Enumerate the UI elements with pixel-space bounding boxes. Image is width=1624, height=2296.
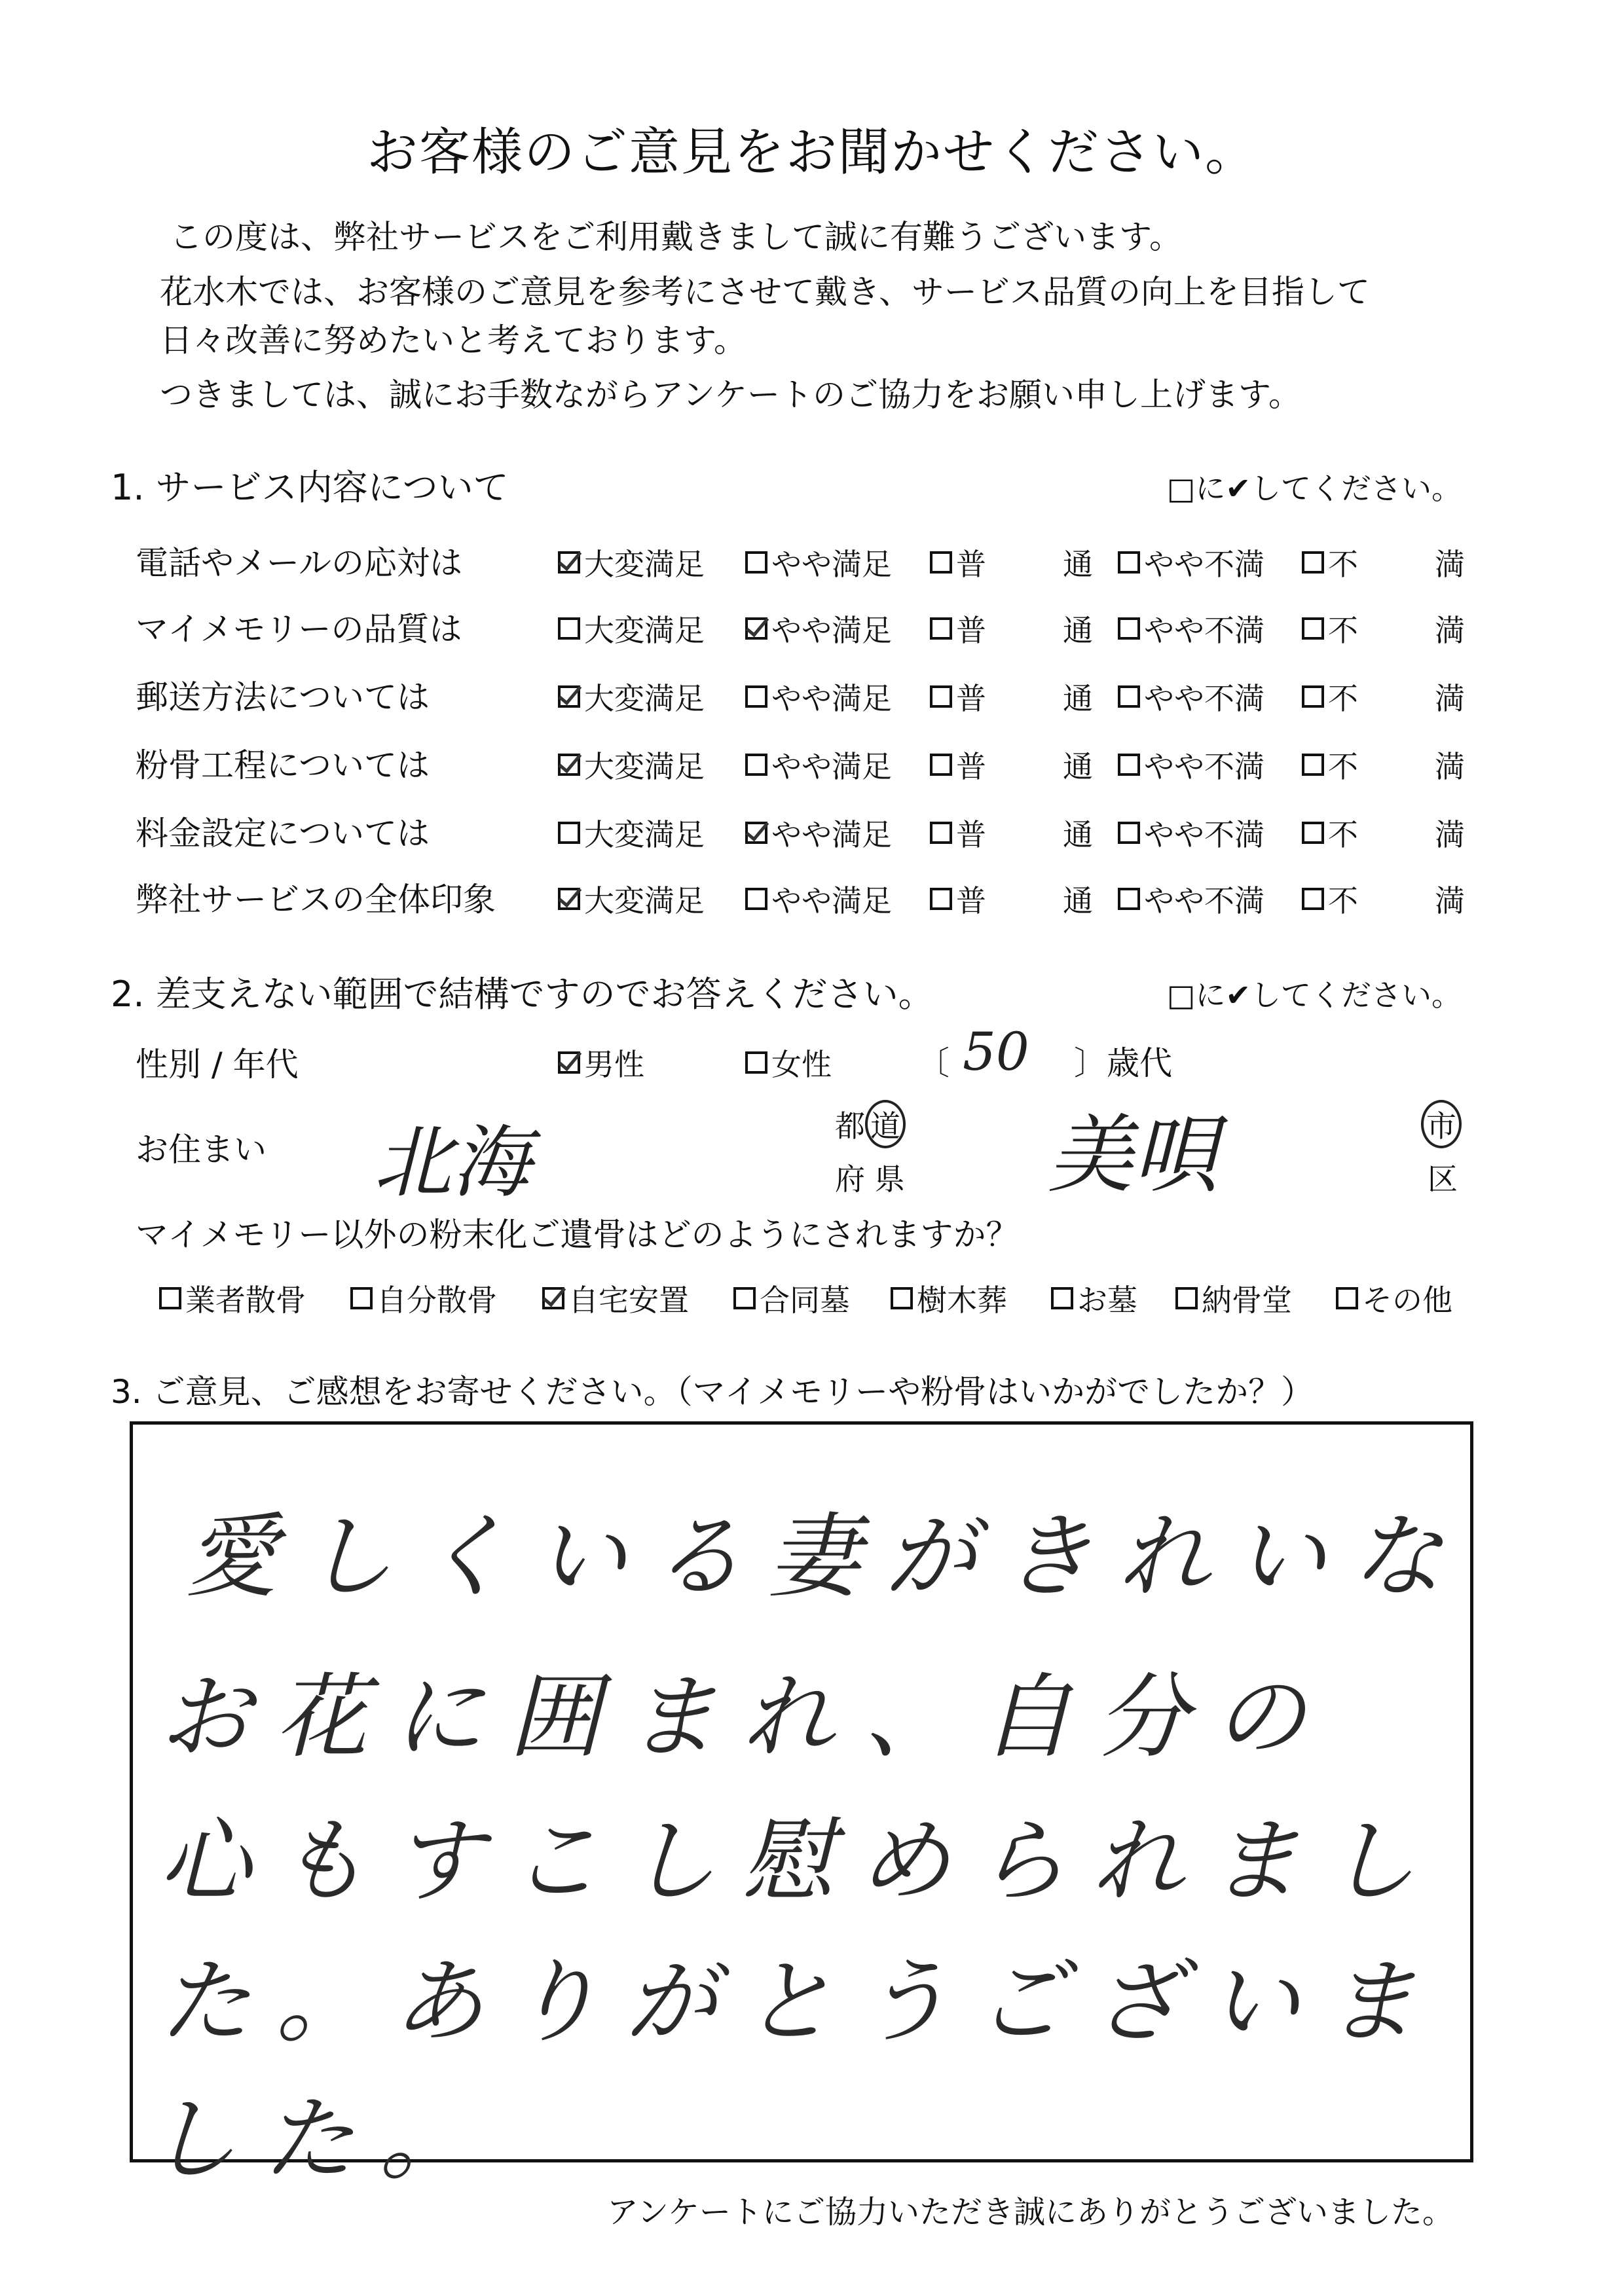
rating-option-label: 満 [1435, 817, 1465, 852]
rating-option-label: 満 [1435, 547, 1465, 582]
rating-option-label: 不 [1328, 817, 1358, 852]
rating-option[interactable] [1302, 811, 1358, 854]
checkbox-checked[interactable] [558, 754, 580, 776]
rating-option[interactable] [1302, 675, 1358, 718]
rating-option-label: 大変満足 [584, 883, 705, 919]
rating-option[interactable] [558, 877, 705, 920]
intro-line-3: 日々改善に努めたいと考えております。 [160, 321, 747, 359]
age-bracket-close: 〕歳代 [1074, 1044, 1172, 1082]
rating-option[interactable] [930, 811, 986, 854]
row-label: マイメモリーの品質は [136, 610, 462, 648]
checkbox[interactable] [1118, 551, 1140, 574]
checkbox[interactable] [558, 822, 580, 844]
rating-option[interactable] [930, 877, 986, 920]
checkbox[interactable] [1302, 754, 1324, 776]
city-suffix-bottom: 区 [1428, 1161, 1458, 1197]
footer-thanks: アンケートにご協力いただき誠にありがとうございました。 [606, 2194, 1454, 2231]
rating-option-label: 不 [1328, 681, 1358, 716]
remains-choice-label: 自宅安置 [568, 1283, 689, 1318]
rating-option-label: 大変満足 [584, 749, 705, 784]
rating-option-label: やや満足 [771, 749, 892, 784]
page-title: お客様のご意見をお聞かせください。 [366, 123, 1257, 182]
rating-option[interactable] [1118, 607, 1264, 650]
remains-choice-label: 樹木葬 [917, 1283, 1007, 1318]
checkbox[interactable] [745, 551, 767, 574]
rating-option[interactable] [1118, 877, 1264, 920]
checkbox[interactable] [1175, 1287, 1198, 1309]
row-label: 粉骨工程については [136, 746, 430, 784]
rating-option[interactable] [558, 675, 705, 718]
checkbox[interactable] [930, 888, 952, 910]
comment-box[interactable] [130, 1421, 1473, 2193]
rating-option[interactable] [745, 541, 892, 584]
remains-choice-label: その他 [1362, 1283, 1452, 1318]
checkbox[interactable] [930, 617, 952, 640]
checkbox[interactable] [930, 754, 952, 776]
comment-line: 愛しくいる妻がきれいな [185, 1504, 1468, 1611]
checkbox[interactable] [1302, 685, 1324, 708]
rating-option [1435, 607, 1465, 650]
remains-choice[interactable] [1175, 1277, 1292, 1320]
rating-option [1435, 877, 1465, 920]
pref-suffix-top [835, 1100, 906, 1148]
checkbox-checked[interactable] [542, 1287, 564, 1309]
remains-choice-label: お墓 [1077, 1283, 1137, 1318]
remains-choice-label: 合同墓 [760, 1283, 850, 1318]
rating-option-label: 満 [1435, 749, 1465, 784]
checkbox[interactable] [733, 1287, 756, 1309]
rating-option-label: 通 [1063, 817, 1093, 852]
rating-option[interactable] [930, 541, 986, 584]
rating-option [1063, 541, 1093, 584]
checkbox[interactable] [1302, 888, 1324, 910]
remains-choice[interactable] [542, 1277, 689, 1320]
pref-to: 都 [835, 1108, 865, 1144]
rating-option[interactable] [558, 607, 705, 650]
checkbox[interactable] [1302, 551, 1324, 574]
age-bracket-open: 〔 [917, 1044, 950, 1082]
rating-option-label: 不 [1328, 613, 1358, 648]
rating-option [1435, 541, 1465, 584]
gender-male-option[interactable] [558, 1041, 644, 1084]
checkbox-checked[interactable] [558, 685, 580, 708]
rating-option-label: やや不満 [1144, 681, 1264, 716]
rating-option-label: 満 [1435, 681, 1465, 716]
checkbox-checked[interactable] [745, 617, 767, 640]
row-label: 料金設定については [136, 814, 430, 852]
pref-suffix-bottom: 府 県 [835, 1161, 905, 1197]
remains-choice-label: 納骨堂 [1202, 1283, 1292, 1318]
rating-option-label: 大変満足 [584, 817, 705, 852]
rating-option-label: 普 [956, 817, 986, 852]
rating-option-label: 通 [1063, 883, 1093, 919]
rating-option[interactable] [1118, 743, 1264, 786]
rating-option-label: 満 [1435, 883, 1465, 919]
checkbox[interactable] [745, 1051, 767, 1074]
rating-option[interactable] [745, 743, 892, 786]
rating-option[interactable] [745, 675, 892, 718]
rating-option-label: やや満足 [771, 613, 892, 648]
rating-option [1063, 877, 1093, 920]
remains-choice[interactable] [733, 1277, 850, 1320]
rating-option-label: 普 [956, 749, 986, 784]
checkbox[interactable] [159, 1287, 181, 1309]
remains-choice[interactable] [1051, 1277, 1137, 1320]
rating-option[interactable] [558, 541, 705, 584]
city-value[interactable]: 美唄 [1048, 1105, 1219, 1205]
rating-option-label: 大変満足 [584, 547, 705, 582]
rating-option [1435, 675, 1465, 718]
checkbox-checked[interactable] [558, 888, 580, 910]
rating-option-label: やや満足 [771, 817, 892, 852]
checkbox[interactable] [1118, 617, 1140, 640]
rating-option-label: やや満足 [771, 883, 892, 919]
rating-option [1063, 743, 1093, 786]
rating-option[interactable] [1118, 541, 1264, 584]
checkbox[interactable] [745, 888, 767, 910]
rating-option[interactable] [930, 743, 986, 786]
rating-option-label: 普 [956, 883, 986, 919]
row-label: 電話やメールの応対は [136, 544, 462, 582]
checkbox[interactable] [1118, 888, 1140, 910]
checkbox[interactable] [930, 685, 952, 708]
remains-choice[interactable] [159, 1277, 306, 1320]
comment-line: した。 [146, 2086, 496, 2193]
rating-option-label: 通 [1063, 613, 1093, 648]
pref-do-circled: 道 [865, 1100, 906, 1148]
checkbox[interactable] [1051, 1287, 1073, 1309]
section2-heading: 2. 差支えない範囲で結構ですのでお答えください。 [111, 974, 934, 1015]
rating-option [1435, 811, 1465, 854]
intro-line-1: この度は、弊社サービスをご利用戴きまして誠に有難うございます。 [170, 218, 1182, 256]
rating-option[interactable] [930, 607, 986, 650]
rating-option [1063, 811, 1093, 854]
section3-heading: 3. ご意見、ご感想をお寄せください。（マイメモリーや粉骨はいかがでしたか？） [111, 1373, 1314, 1411]
rating-option-label: やや不満 [1144, 883, 1264, 919]
rating-option-label: やや満足 [771, 547, 892, 582]
rating-option[interactable] [930, 675, 986, 718]
remains-choice[interactable] [1336, 1277, 1452, 1320]
address-label: お住まい [136, 1131, 267, 1169]
rating-option-label: やや満足 [771, 681, 892, 716]
checkbox[interactable] [1118, 685, 1140, 708]
gender-age-label: 性別 / 年代 [136, 1046, 299, 1084]
checkbox[interactable] [1302, 617, 1324, 640]
rating-option-label: 不 [1328, 749, 1358, 784]
rating-option-label: やや不満 [1144, 749, 1264, 784]
rating-option-label: 不 [1328, 883, 1358, 919]
rating-option-label: やや不満 [1144, 613, 1264, 648]
checkbox[interactable] [1302, 822, 1324, 844]
prefecture-value[interactable]: 北海 [373, 1118, 530, 1209]
remains-question: マイメモリー以外の粉末化ご遺骨はどのようにされますか？ [136, 1216, 1019, 1254]
rating-option [1063, 675, 1093, 718]
remains-choice[interactable] [891, 1277, 1007, 1320]
rating-option-label: 大変満足 [584, 613, 705, 648]
intro-line-4: つきましては、誠にお手数ながらアンケートのご協力をお願い申し上げます。 [160, 376, 1301, 414]
section1-heading: 1. サービス内容について [111, 467, 509, 508]
rating-option[interactable] [745, 877, 892, 920]
rating-option [1063, 607, 1093, 650]
checkbox[interactable] [1118, 822, 1140, 844]
city-shi-circled: 市 [1421, 1100, 1462, 1148]
rating-option-label: 満 [1435, 613, 1465, 648]
rating-option[interactable] [1118, 811, 1264, 854]
checkbox[interactable] [1118, 754, 1140, 776]
checkbox[interactable] [350, 1287, 373, 1309]
intro-line-2: 花水木では、お客様のご意見を参考にさせて戴き、サービス品質の向上を目指して [160, 273, 1370, 311]
rating-option[interactable] [1302, 607, 1358, 650]
rating-option[interactable] [745, 607, 892, 650]
male-label: 男性 [584, 1047, 644, 1082]
checkbox[interactable] [558, 617, 580, 640]
rating-option-label: 普 [956, 613, 986, 648]
rating-option[interactable] [1302, 877, 1358, 920]
rating-option[interactable] [558, 811, 705, 854]
section1-note: □に✔してください。 [1166, 471, 1462, 506]
checkbox[interactable] [930, 551, 952, 574]
gender-female-option[interactable] [745, 1041, 832, 1084]
checkbox[interactable] [891, 1287, 913, 1309]
comment-line: お花に囲まれ、自分の [159, 1664, 1331, 1771]
checkbox[interactable] [745, 754, 767, 776]
checkbox-checked[interactable] [558, 1051, 580, 1074]
rating-option-label: 大変満足 [584, 681, 705, 716]
rating-option-label: 通 [1063, 547, 1093, 582]
city-suffix-top [1421, 1100, 1462, 1148]
rating-option-label: やや不満 [1144, 547, 1264, 582]
rating-option[interactable] [1302, 743, 1358, 786]
checkbox[interactable] [1336, 1287, 1358, 1309]
comment-line: 心もすこし慰められまし [159, 1808, 1442, 1915]
rating-option-label: 通 [1063, 749, 1093, 784]
checkbox[interactable] [930, 822, 952, 844]
remains-choice-label: 業者散骨 [185, 1283, 306, 1318]
rating-option[interactable] [558, 743, 705, 786]
checkbox[interactable] [745, 685, 767, 708]
row-label: 郵送方法については [136, 678, 430, 716]
rating-option-label: 通 [1063, 681, 1093, 716]
female-label: 女性 [771, 1047, 832, 1082]
comment-line: た。ありがとうございま [159, 1949, 1442, 2056]
section2-note: □に✔してください。 [1166, 977, 1462, 1013]
remains-choice-label: 自分散骨 [377, 1283, 497, 1318]
checkbox-checked[interactable] [745, 822, 767, 844]
rating-option[interactable] [1302, 541, 1358, 584]
rating-option [1435, 743, 1465, 786]
rating-option[interactable] [745, 811, 892, 854]
row-label: 弊社サービスの全体印象 [136, 881, 496, 919]
remains-choice[interactable] [350, 1277, 497, 1320]
rating-option-label: 普 [956, 547, 986, 582]
checkbox-checked[interactable] [558, 551, 580, 574]
rating-option-label: やや不満 [1144, 817, 1264, 852]
rating-option[interactable] [1118, 675, 1264, 718]
rating-option-label: 普 [956, 681, 986, 716]
rating-option-label: 不 [1328, 547, 1358, 582]
age-value[interactable]: 50 [963, 1021, 1029, 1082]
